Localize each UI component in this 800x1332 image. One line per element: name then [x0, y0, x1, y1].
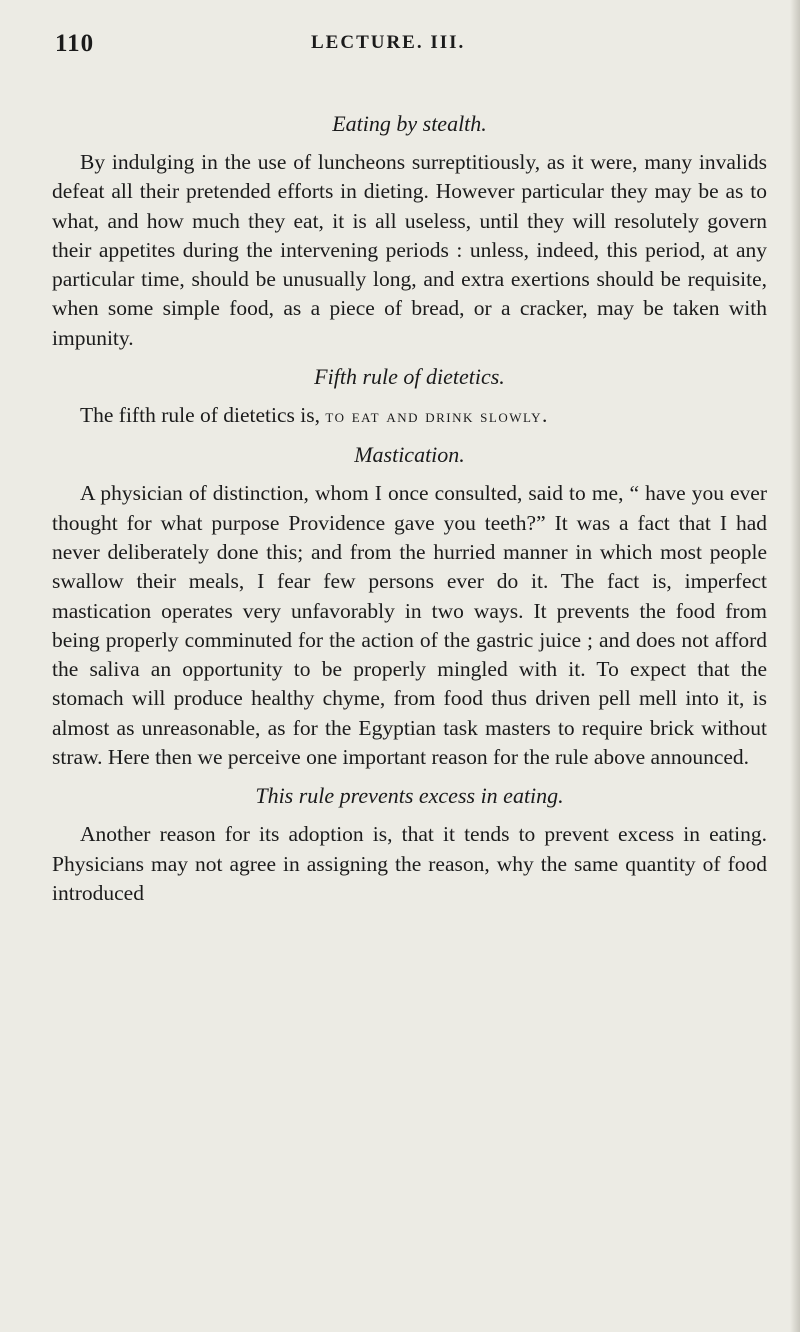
section-heading-fifth-rule: Fifth rule of dietetics. [314, 364, 505, 390]
section-heading-eating-by-stealth: Eating by stealth. [332, 111, 487, 136]
section-heading-prevents-excess: This rule prevents excess in eating. [255, 783, 564, 809]
paragraph-mastication: A physician of distinction, whom I once consulted, said to me, “ have you ever thought for what purpose Providence gave you teeth?” It was a fact that I had never deliberately done this; and from the hurried manner in which most people swallow their meals, I fear few persons ever do it. The fact is, imperfect mastication operates very unfavorably in two ways. It prevents the food from being properly comminuted for the action of the gastric juice ; and does not afford the saliva an opportunity to be properly mingled with it. To expect that the stomach will produce healthy chyme, from food thus driven pell mell into it, is almost as unreasonable, as for the Egyptian task masters to require brick without straw. Here then we perceive one important reason for the rule above announced. [52, 481, 767, 770]
section-heading-mastication: Mastication. [354, 442, 465, 468]
page-edge-shadow [790, 0, 800, 1332]
fifth-rule-tail: . [542, 403, 548, 428]
fifth-rule-statement: to eat and drink slowly [325, 406, 542, 428]
fifth-rule-lead: The fifth rule of dietetics is, [80, 403, 326, 428]
running-head: LECTURE. III. [311, 32, 466, 53]
page-header [55, 30, 760, 60]
page-body [52, 100, 767, 908]
page-number: 110 [55, 30, 95, 57]
paragraph-eating-by-stealth: By indulging in the use of luncheons surreptitiously, as it were, many invalids defeat all their pretended efforts in dieting. However particular they may be as to what, and how much they eat, it is all useless, until they will resolutely govern their appetites during the intervening periods : unless, indeed, this period, at any particular time, should be unusually long, and extra exertions should be requisite, when some simple food, as a piece of bread, or a cracker, may be taken with impunity. [52, 150, 767, 350]
paragraph-fifth-rule [52, 401, 767, 431]
paragraph-prevents-excess: Another reason for its adoption is, that it tends to prevent excess in eating. Physicians may not agree in assigning the reason, why the same quantity of food introduced [52, 822, 767, 905]
